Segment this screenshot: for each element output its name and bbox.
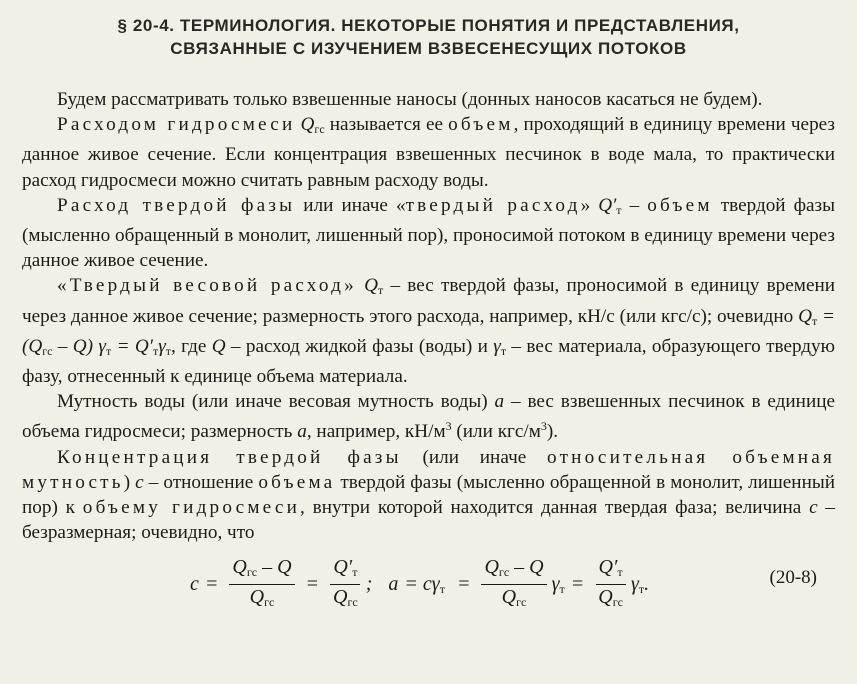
formula-gamma-1 (552, 573, 565, 597)
p3-term: Расход твердой фазы (57, 194, 296, 216)
f4-num-sub: т (617, 565, 623, 580)
p5-symbol-2: a (297, 421, 307, 443)
p6-text-6: – безразмерная; очевидно, что (22, 497, 835, 544)
p3-term-3: объем (647, 194, 713, 216)
f3-den-q: Q (501, 586, 517, 609)
p5-sup-1: 3 (445, 419, 452, 434)
fraction-1-denominator (247, 585, 278, 612)
p4-symbol-q: Q (211, 335, 226, 357)
fraction-3 (481, 557, 546, 612)
p5-text-2: – вес взвешенных песчинок в единице объема гидросмеси; размерность (22, 391, 835, 443)
p5-text-4: (или кгс/м (451, 421, 541, 443)
p3-text-1: или иначе « (295, 194, 406, 216)
p5-symbol: a (494, 391, 505, 413)
p4-eq-rest-4: γ (158, 335, 166, 357)
p2-symbol: Q (300, 114, 315, 136)
fraction-3-numerator (481, 557, 546, 585)
formula-eq-5: = (570, 573, 585, 596)
heading-line-1: § 20-4. ТЕРМИНОЛОГИЯ. НЕКОТОРЫЕ ПОНЯТИЯ И ПРЕДСТАВЛЕНИЯ, (117, 16, 740, 35)
p3-symbol-sub: т (616, 202, 622, 217)
fraction-4 (595, 557, 626, 612)
section-heading (22, 14, 835, 60)
g2-sub: т (638, 581, 645, 596)
p4-symbol: Q (364, 275, 378, 297)
f4-den-q: Q (598, 586, 613, 609)
p5-text-1: Мутность воды (или иначе весовая мутность воды) (57, 391, 495, 413)
formula-eq-4: = (456, 573, 471, 596)
f3-den-sub: гс (516, 595, 527, 610)
fraction-4-denominator (595, 585, 626, 612)
formula-a: a (388, 573, 399, 596)
p4-text-2: , где (171, 335, 212, 357)
p3-text-2: » (580, 194, 599, 216)
p2-text-1: называется ее (324, 114, 449, 136)
p6-term-4: объему гидросмеси (82, 497, 301, 519)
g1: γ (551, 572, 560, 595)
f1-num-sub: гс (246, 565, 258, 580)
p3-symbol: Q′ (598, 194, 617, 216)
p2-text-2: , проходящий в единицу времени через данное живое сечение. Если концентрация взвешенных песчинок в воде мала, то практически расход гидросмеси можно считать равным расходу воды. (22, 114, 835, 191)
f1-den-sub: гс (264, 595, 275, 610)
paragraph-2 (22, 112, 835, 193)
p4-term: «Твердый весовой расход» (57, 275, 357, 297)
fraction-1 (229, 557, 294, 612)
p3-term-2: твердый расход (405, 194, 581, 216)
p4-eq-sub-4: т (152, 343, 159, 358)
equation-number: (20-8) (769, 567, 817, 589)
formula-separator: ; (365, 573, 373, 596)
f4-den-sub: гс (612, 595, 623, 610)
p4-gamma: γ (493, 335, 501, 357)
f2-den-sub: гс (347, 595, 358, 610)
p6-term-3: объема (258, 471, 336, 493)
p4-text-3: – расход жидкой фазы (воды) и (225, 335, 494, 357)
formula-cgamma: = cγ (404, 572, 440, 595)
f3-num-rest: – Q (509, 556, 544, 579)
p6-text-1: (или иначе (401, 446, 548, 468)
p6-term: Концентрация твердой фазы (57, 446, 402, 468)
f3-num-q: Q (484, 556, 499, 579)
p6-text-3: – отношение (143, 471, 259, 493)
p4-eq-sub-5: т (165, 343, 171, 358)
formula-eq-1: = (204, 573, 219, 596)
p5-text-3: , например, кН/м (306, 421, 446, 443)
formula-eq-2: = (305, 573, 320, 596)
formula-cgamma-sub: т (439, 581, 445, 596)
p3-dash: – (621, 194, 648, 216)
f2-den-q: Q (333, 586, 348, 609)
p2-term: Расходом гидросмеси (57, 114, 296, 136)
paragraph-6 (22, 445, 835, 546)
p4-gamma-sub: т (500, 343, 507, 358)
f4-num-q: Q′ (598, 556, 618, 579)
p6-term-2: относительная объемная мутность (22, 446, 836, 493)
fraction-4-numerator (596, 557, 626, 585)
p4-eq-sub-3: т (105, 343, 112, 358)
p4-text-4: – вес материала, образующего твердую фазу, отнесенный к единице объема материала. (22, 335, 835, 388)
paragraph-4 (22, 273, 835, 389)
fraction-2-denominator (330, 585, 361, 612)
g1-sub: т (559, 581, 565, 596)
formula-body (190, 557, 649, 612)
p4-symbol-sub: т (377, 283, 384, 298)
p1-text: Будем рассматривать только взвешенные наносы (донных наносов касаться не будем). (57, 89, 763, 110)
p4-eq-sub-2: гс (42, 343, 53, 358)
p2-term-2: объем (448, 114, 514, 136)
paragraph-1 (22, 87, 835, 112)
p6-symbol: c (135, 471, 144, 493)
fraction-3-denominator (499, 585, 530, 612)
f2-num-q: Q′ (333, 556, 353, 579)
paragraph-3 (22, 193, 835, 274)
fraction-1-numerator (229, 557, 294, 585)
heading-line-2: СВЯЗАННЫЕ С ИЗУЧЕНИЕМ ВЗВЕСЕНЕСУЩИХ ПОТОКОВ (170, 39, 687, 58)
g2: γ (630, 572, 639, 595)
p6-text-5: , внутри которой находится данная твердая фаза; величина (300, 497, 810, 519)
formula-c: c (190, 573, 199, 596)
formula-eq-3 (404, 573, 445, 597)
f1-num-q: Q (232, 556, 247, 579)
p6-symbol-2: c (809, 497, 818, 519)
p4-eq-rest: = (Q (22, 305, 836, 357)
p4-eq-rest-3: = Q′ (111, 335, 153, 357)
p3-text-3: твердой фазы (мысленно обращенный в монолит, лишенный пор), проносимой потоком в единицу времени через данное живое сечение. (22, 194, 836, 272)
p6-text-4: твердой фазы (мысленно обращенной в монолит, лишенный пор) к (22, 471, 836, 519)
fraction-2 (330, 557, 361, 612)
paragraph-5 (22, 389, 835, 444)
fraction-2-numerator (330, 557, 360, 585)
p4-eq-q: Q (798, 305, 812, 327)
p5-sup-2: 3 (540, 419, 547, 434)
formula-20-8 (22, 551, 835, 610)
p6-text-2: ) (123, 471, 136, 493)
p5-text-5: ). (546, 421, 559, 443)
f1-den-q: Q (249, 586, 265, 609)
f3-num-sub: гс (498, 565, 510, 580)
f1-num-rest: – Q (257, 556, 292, 579)
formula-end: . (644, 573, 650, 596)
formula-gamma-2 (631, 573, 644, 597)
p4-text-1: – вес твердой фазы, проносимой в единицу времени через данное живое сечение; размерность этого расхода, например, кН/с (или кгс/с); очевидно (22, 275, 835, 327)
p2-symbol-sub: гс (314, 122, 325, 137)
p4-eq-sub: т (811, 313, 818, 328)
f2-num-sub: т (352, 565, 358, 580)
p4-eq-rest-2: – Q) γ (52, 335, 106, 357)
